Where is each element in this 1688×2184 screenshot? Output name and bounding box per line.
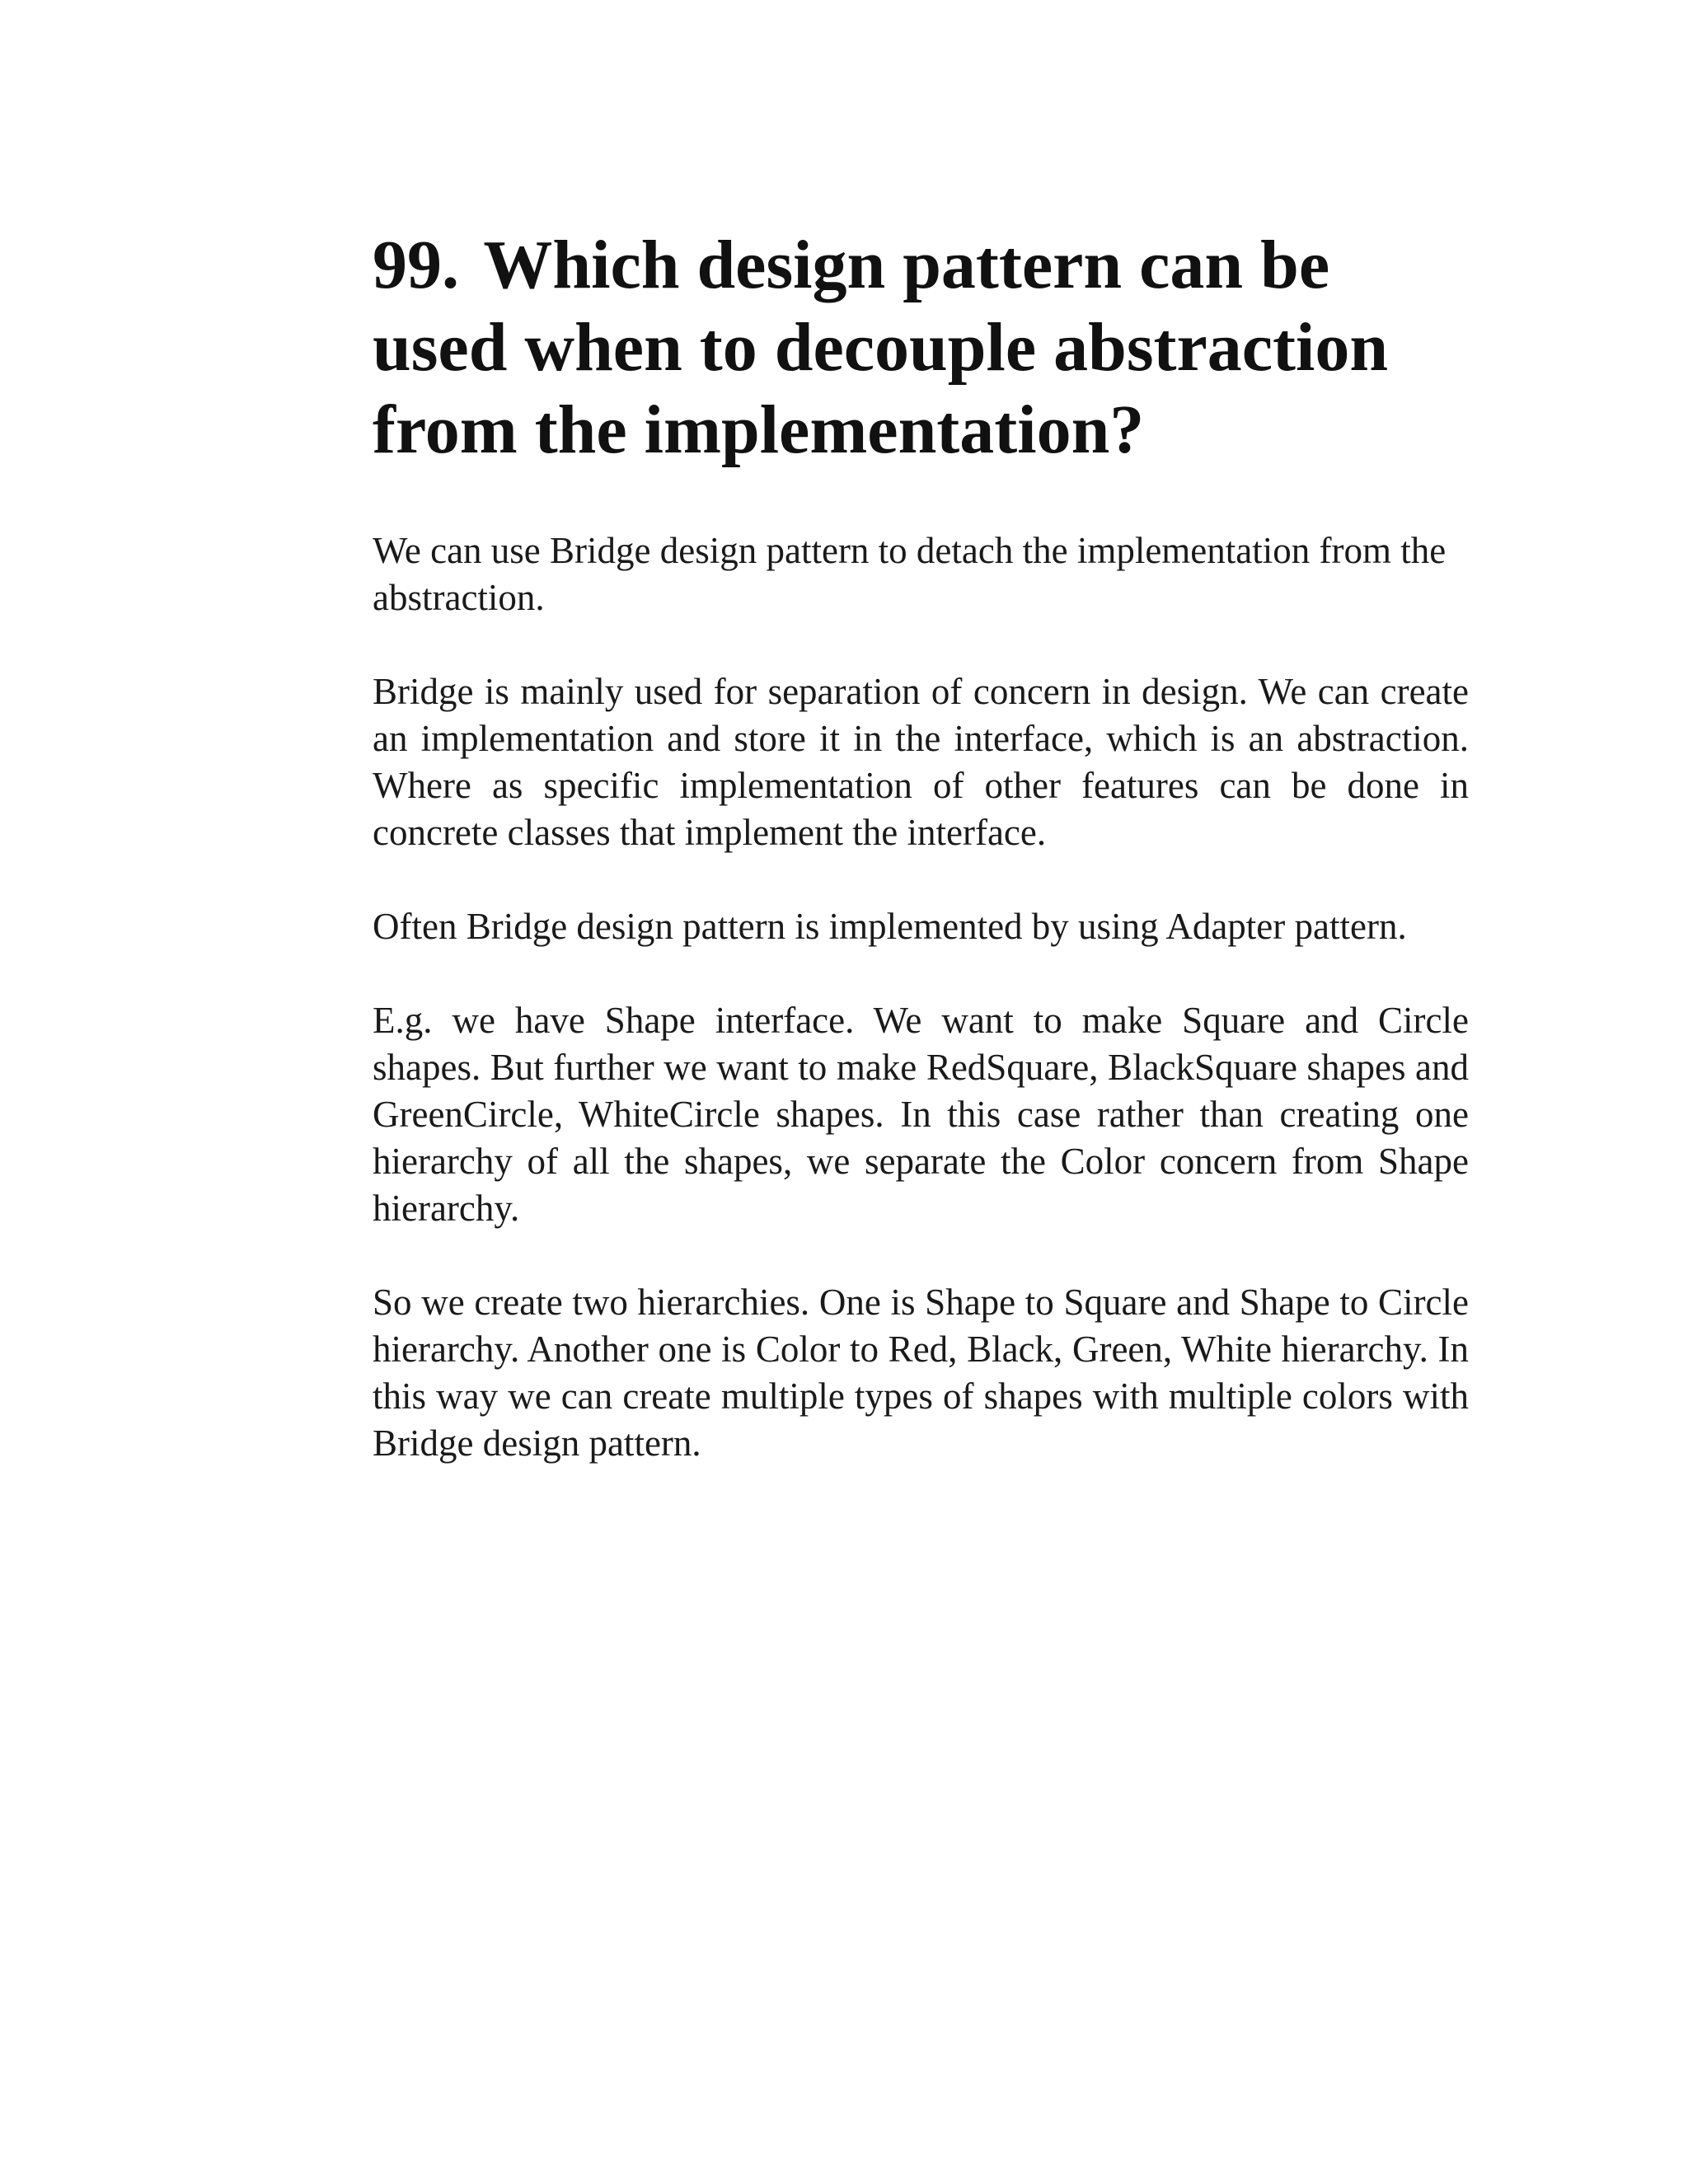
document-page <box>373 224 1469 1467</box>
answer-paragraph-2: Bridge is mainly used for separation of concern in design. We can create an implementation and store it in the interface, which is an abstraction. Where as specific implementation of other features can be done in concrete classes that implement the interface. <box>373 671 1469 853</box>
question-number: 99. <box>373 227 459 303</box>
answer-paragraph-5: So we create two hierarchies. One is Shape to Square and Shape to Circle hierarchy. Another one is Color to Red, Black, Green, White hierarchy. In this way we can create multiple types of shapes with multiple colors with Bridge design pattern. <box>373 1282 1469 1464</box>
answer-paragraph-1: We can use Bridge design pattern to detach the implementation from the abstraction. <box>373 530 1447 618</box>
answer-paragraph-4: E.g. we have Shape interface. We want to make Square and Circle shapes. But further we want to make RedSquare, BlackSquare shapes and GreenCircle, WhiteCircle shapes. In this case rather than creating one hierarchy of all the shapes, we separate the Color concern from Shape hierarchy. <box>373 1000 1469 1229</box>
question-title: Which design pattern can be used when to decouple abstraction from the implementation? <box>373 227 1389 468</box>
answer-paragraph-3: Often Bridge design pattern is implemented by using Adapter pattern. <box>373 906 1407 947</box>
question-heading <box>373 224 1469 471</box>
